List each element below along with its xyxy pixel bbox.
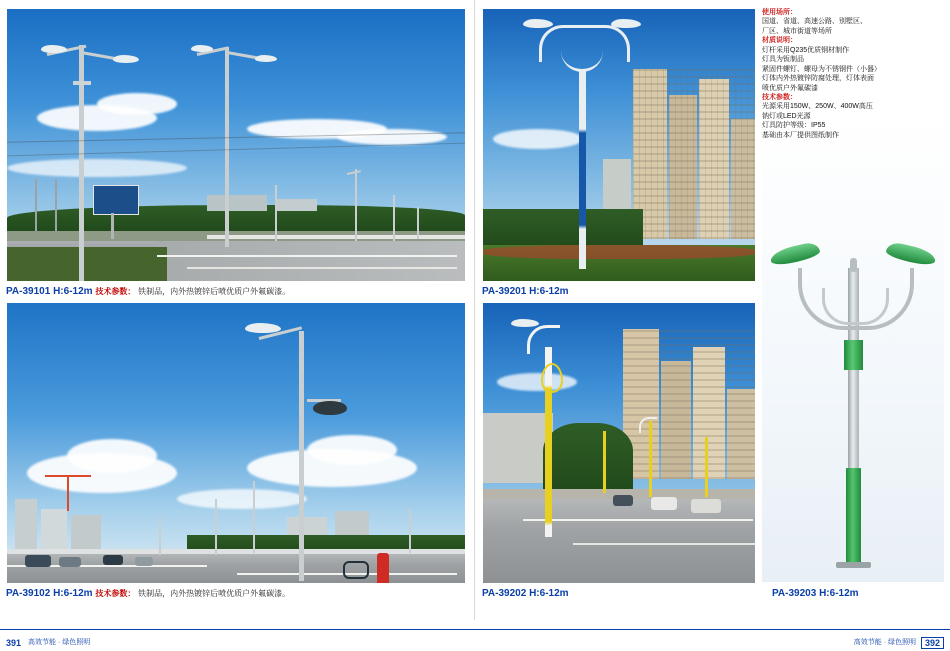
- car: [103, 555, 123, 565]
- spec-line: 灯杆采用Q235优质钢材制作: [762, 46, 850, 54]
- caption-pa-39202: [482, 588, 569, 599]
- street-light-pole: [409, 509, 411, 553]
- lamp-arm: [639, 417, 657, 433]
- lamp-head: [41, 45, 67, 53]
- decorative-lamp-head: [313, 401, 347, 415]
- spec-text-block: [762, 8, 942, 140]
- cloud: [493, 129, 583, 149]
- lamp-head: [245, 323, 281, 333]
- car: [59, 557, 81, 567]
- leaf-decoration: [541, 363, 563, 393]
- bridge-rail: [7, 549, 465, 554]
- pedestrian: [377, 553, 389, 583]
- footer-text-left: 高效节能 · 绿色照明: [28, 639, 91, 646]
- street-light-pole: [705, 437, 708, 497]
- power-pylon: [35, 179, 57, 231]
- lane-marking: [523, 519, 753, 521]
- lamp-head: [511, 319, 539, 327]
- car: [135, 557, 153, 566]
- construction-crane-arm: [45, 475, 91, 477]
- lane-marking: [187, 267, 457, 269]
- cloud: [177, 489, 307, 509]
- cloud: [7, 159, 187, 177]
- photo-pa-39101: [6, 8, 466, 282]
- cloud: [307, 435, 397, 465]
- street-light-pole: [299, 331, 304, 581]
- caption-height: H:6-12m: [53, 286, 93, 297]
- roadside-grass: [7, 247, 167, 281]
- spec-line: 灯体内外热镀锌防腐处理，灯体表面: [762, 75, 874, 83]
- spec-line: 紧固件螺钉、螺母为不锈钢件（小器）: [762, 65, 881, 73]
- street-light-pole: [355, 169, 357, 241]
- caption-height: H:6-12m: [529, 588, 569, 599]
- street-light-pole: [603, 431, 606, 493]
- caption-pa-39201: [482, 286, 569, 297]
- caption-tech-text: 铁制品，内外热镀锌后喷优质户外氟碳漆。: [138, 589, 291, 598]
- street-light-pole: [159, 517, 161, 555]
- cloud: [497, 373, 577, 391]
- building: [71, 515, 101, 551]
- street-light-pole: [215, 499, 217, 555]
- building: [41, 509, 67, 551]
- spec-line: 国道、省道、高速公路、别墅区、: [762, 18, 867, 26]
- street-light-pole: [253, 481, 255, 553]
- lane-marking: [573, 543, 755, 545]
- street-light-pole: [579, 69, 586, 269]
- guardrail: [207, 235, 465, 239]
- street-light-pole: [417, 207, 419, 239]
- pole-base-plate: [836, 562, 871, 568]
- lamp-head: [523, 19, 553, 28]
- spec-line: 光源采用150W、250W、400W高压: [762, 103, 873, 111]
- page-number-right: 392: [921, 637, 944, 649]
- construction-crane: [67, 475, 69, 511]
- street-light-pole: [393, 195, 395, 241]
- page-number-left: 391: [6, 638, 22, 648]
- car: [651, 497, 677, 510]
- caption-height: H:6-12m: [53, 588, 93, 599]
- pole-finial: [850, 258, 857, 272]
- spec-line: 喷优质户外氟碳漆: [762, 84, 818, 92]
- page-footer: [0, 629, 950, 651]
- treeline: [543, 423, 633, 493]
- pole-bracket: [73, 81, 91, 85]
- caption-pa-39102: [6, 588, 290, 599]
- caption-code: PA-39202: [482, 588, 527, 599]
- page-gutter-line: [474, 0, 475, 620]
- treeline: [483, 209, 643, 249]
- photo-pa-39202: [482, 302, 756, 584]
- caption-height: H:6-12m: [819, 588, 859, 599]
- lamp-head: [611, 19, 641, 28]
- photo-pa-39102: [6, 302, 466, 584]
- caption-pa-39203: [772, 588, 859, 599]
- flower-bed: [483, 245, 755, 259]
- billboard: [93, 185, 139, 215]
- lane-marking: [157, 255, 457, 257]
- spec-line: 灯具防护等级：IP55: [762, 122, 826, 130]
- spec-line: 基础由本厂提供图纸制作: [762, 131, 839, 139]
- car: [691, 499, 721, 513]
- caption-tech-label: 技术参数：: [95, 589, 136, 598]
- street-light-pole: [275, 185, 277, 241]
- photo-pa-39201: [482, 8, 756, 282]
- bridge-road: [7, 551, 465, 583]
- distant-building: [277, 199, 317, 211]
- building: [15, 499, 37, 551]
- cloud: [97, 93, 177, 115]
- spec-heading: 材质说明：: [762, 37, 797, 45]
- spec-line: 灯具为钣制品: [762, 56, 804, 64]
- cloud: [67, 439, 157, 473]
- street-light-pole: [225, 47, 229, 247]
- billboard-post: [111, 213, 114, 239]
- spec-line: 钠灯或LED光源: [762, 112, 811, 120]
- building-windows: [623, 329, 755, 479]
- caption-tech-text: 铁制品，内外热镀锌后喷优质户外氟碳漆。: [138, 287, 291, 296]
- photo-pa-39203: [762, 118, 944, 582]
- building-windows: [633, 69, 755, 239]
- caption-code: PA-39101: [6, 286, 51, 297]
- pole-collar-green: [844, 340, 863, 370]
- caption-code: PA-39102: [6, 588, 51, 599]
- car: [613, 495, 633, 506]
- distant-building: [207, 195, 267, 211]
- spec-heading: 技术参数：: [762, 93, 797, 101]
- lamp-head: [191, 45, 213, 52]
- spec-line: 厂区、城市街道等场所: [762, 27, 832, 35]
- footer-rule: [0, 629, 950, 630]
- lamp-head: [113, 55, 139, 63]
- caption-height: H:6-12m: [529, 286, 569, 297]
- car: [25, 555, 51, 567]
- caption-code: PA-39203: [772, 588, 817, 599]
- lamp-head: [255, 55, 277, 62]
- footer-text-right: 高效节能 · 绿色照明: [853, 639, 916, 646]
- caption-code: PA-39201: [482, 286, 527, 297]
- bicycle: [343, 561, 369, 579]
- pole-base-green: [846, 468, 861, 564]
- road-lanes: [157, 241, 465, 281]
- caption-pa-39101: [6, 286, 290, 297]
- caption-tech-label: 技术参数：: [95, 287, 136, 296]
- spec-heading: 使用场所：: [762, 9, 797, 16]
